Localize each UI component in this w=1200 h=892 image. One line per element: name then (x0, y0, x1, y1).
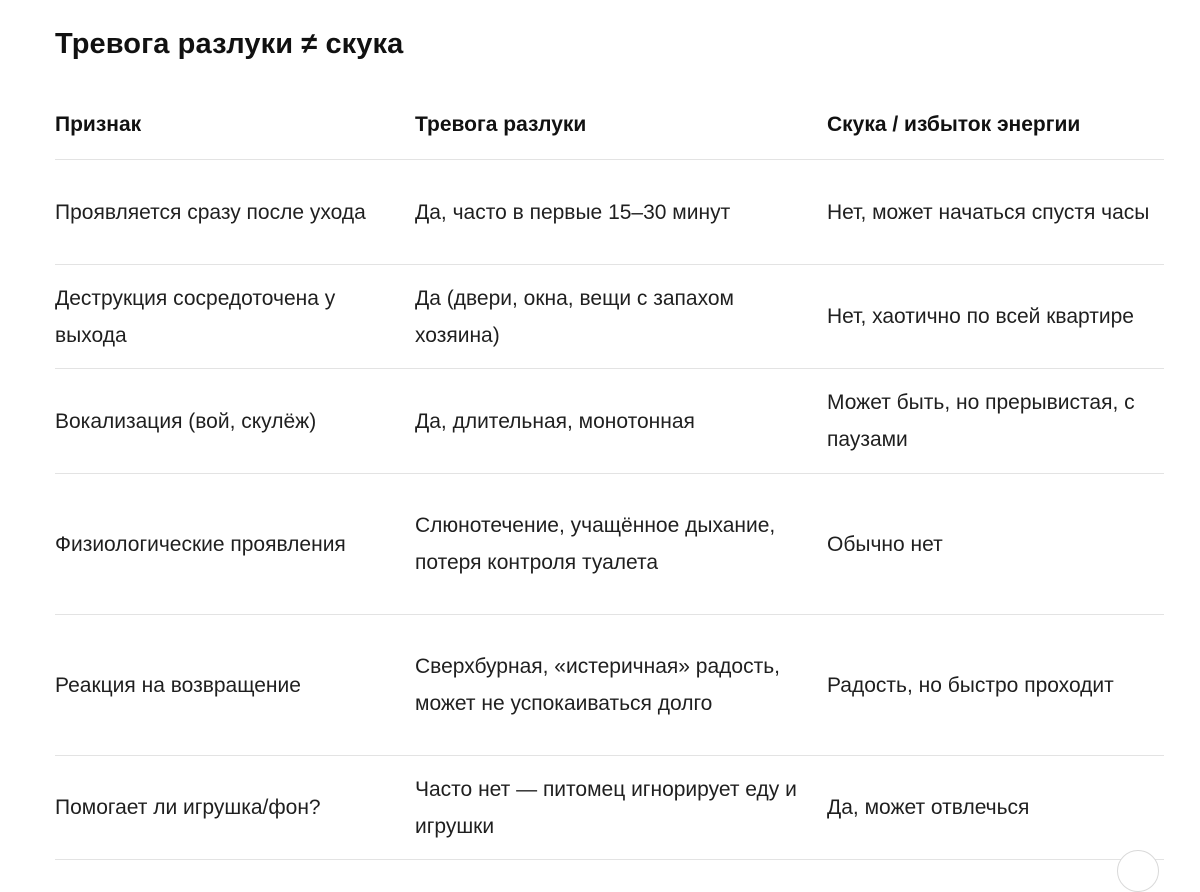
table-body (55, 160, 1164, 860)
table-cell (827, 265, 1164, 369)
table-row (55, 756, 1164, 860)
table-cell (55, 615, 415, 756)
table-cell (415, 756, 827, 860)
table-row (55, 615, 1164, 756)
table-cell (827, 474, 1164, 615)
table-cell (55, 474, 415, 615)
cell-text: Деструкция сосредоточена у выхода (55, 286, 336, 347)
table-cell (55, 369, 415, 474)
table-header (55, 91, 1164, 160)
cell-text: Вокализация (вой, скулёж) (55, 409, 317, 433)
table-cell (55, 756, 415, 860)
cell-text: Сверхбурная, «истеричная» радость, может не успокаиваться долго (415, 655, 780, 715)
cell-text: Обычно нет (827, 532, 943, 556)
cell-text: Радость, но быстро проходит (827, 673, 1114, 697)
cell-text: Нет, хаотично по всей квартире (827, 305, 1134, 328)
cell-text: Да, длительная, монотонная (415, 409, 695, 433)
table-cell (827, 615, 1164, 756)
column-header-separation-anxiety: Тревога разлуки (415, 91, 827, 160)
table-cell (827, 160, 1164, 265)
cell-text: Помогает ли игрушка/фон? (55, 796, 321, 819)
table-cell (55, 265, 415, 369)
cell-text: Да (двери, окна, вещи с запахом хозяина) (415, 286, 734, 347)
header-row (55, 91, 1164, 160)
cell-text: Нет, может начаться спустя часы (827, 200, 1150, 224)
cell-text: Часто нет — питомец игнорирует еду и игрушки (415, 777, 797, 838)
table-row (55, 160, 1164, 265)
table-cell (827, 756, 1164, 860)
cell-text: Реакция на возвращение (55, 673, 301, 697)
column-header-boredom: Скука / избыток энергии (827, 91, 1164, 160)
table-cell (415, 615, 827, 756)
table-cell (415, 474, 827, 615)
cell-text: Проявляется сразу после ухода (55, 200, 366, 224)
page-title: Тревога разлуки ≠ скука (55, 28, 404, 60)
comparison-table (55, 91, 1164, 860)
table-cell (827, 369, 1164, 474)
table-cell (55, 160, 415, 265)
table-row (55, 369, 1164, 474)
cell-text: Да, может отвлечься (827, 796, 1030, 819)
cell-text: Да, часто в первые 15–30 минут (415, 200, 731, 224)
table-row (55, 474, 1164, 615)
cell-text: Физиологические проявления (55, 532, 346, 556)
table-row (55, 265, 1164, 369)
table-cell (415, 160, 827, 265)
scroll-button[interactable] (1117, 850, 1159, 892)
cell-text: Слюнотечение, учащённое дыхание, потеря контроля туалета (415, 514, 776, 574)
table-cell (415, 369, 827, 474)
cell-text: Может быть, но прерывистая, с паузами (827, 391, 1135, 451)
column-header-sign: Признак (55, 91, 415, 160)
table-cell (415, 265, 827, 369)
